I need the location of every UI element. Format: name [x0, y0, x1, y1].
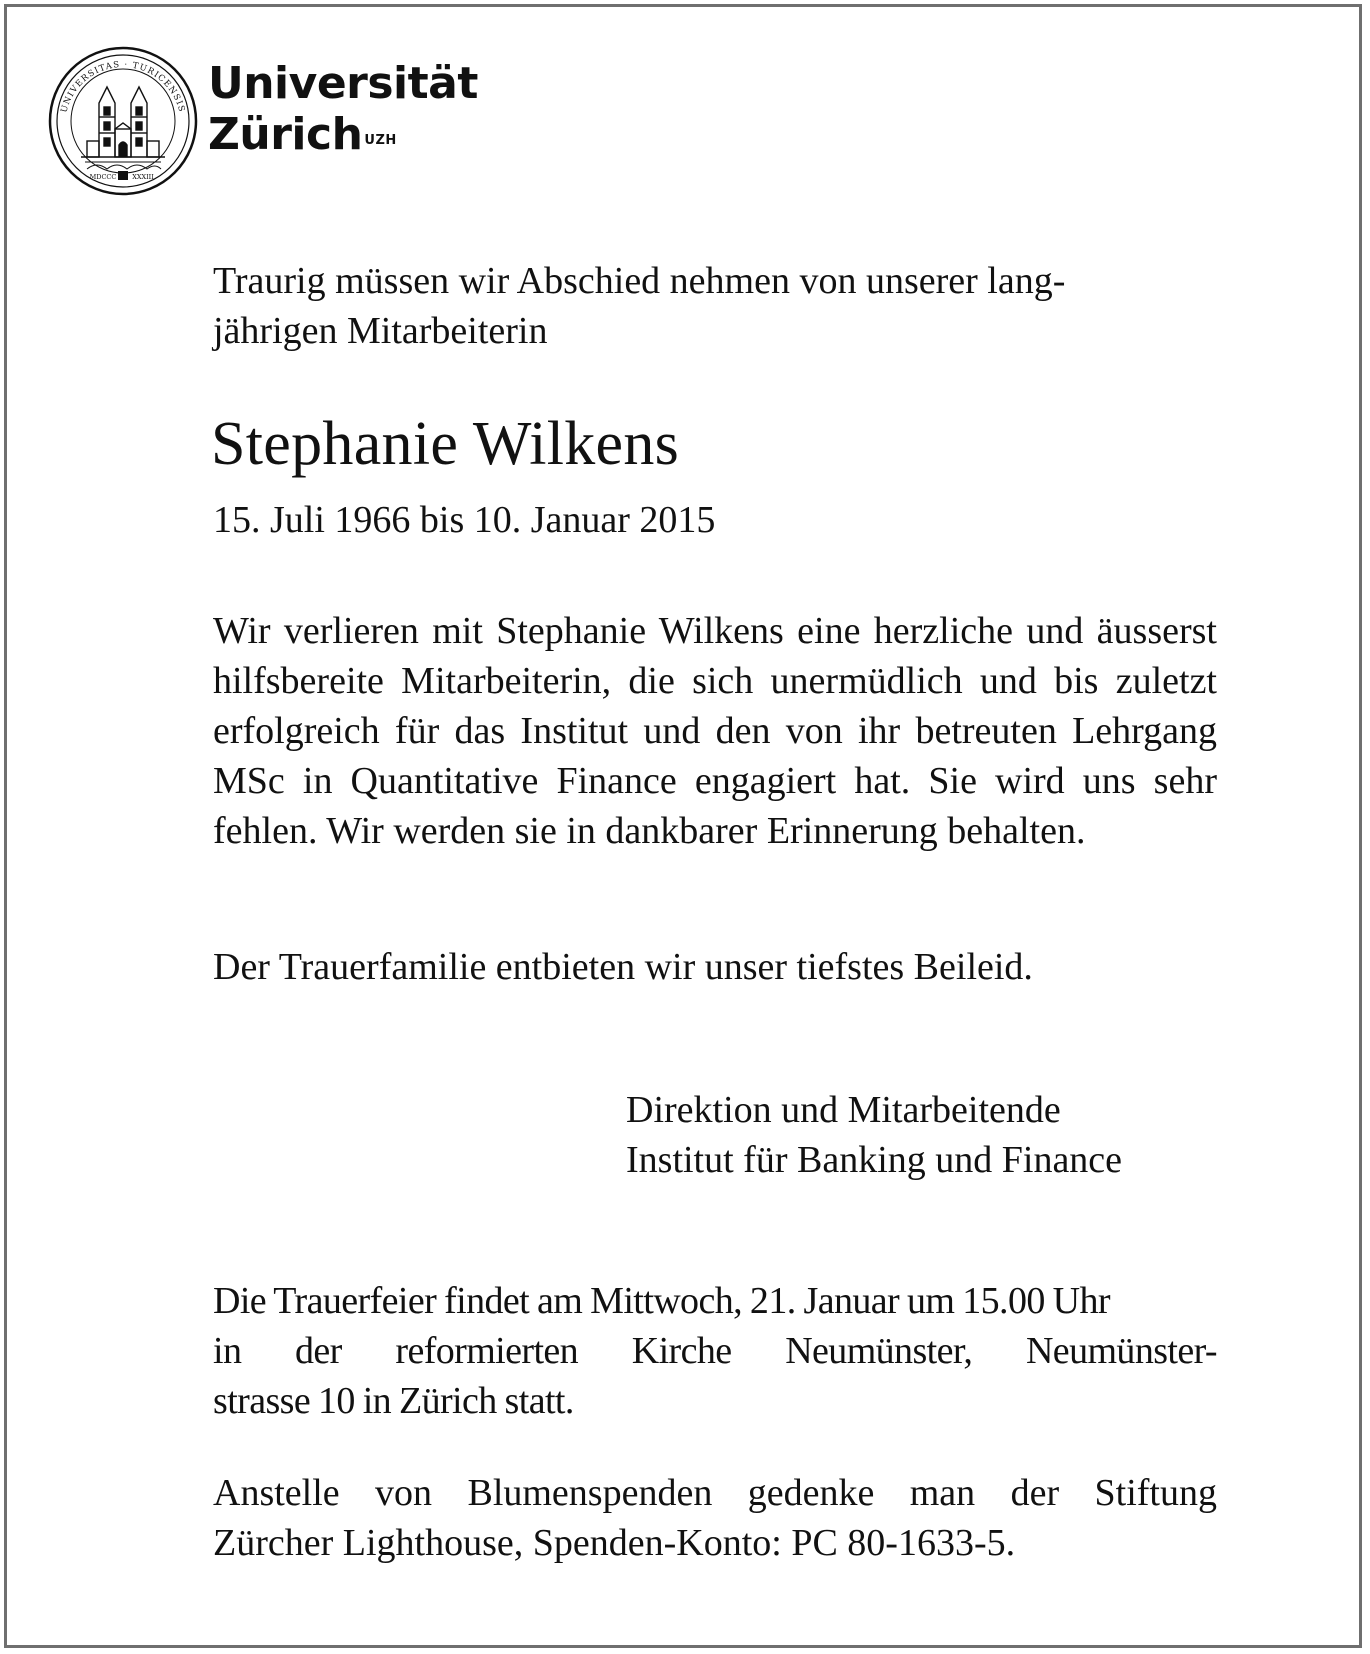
signature-line-2: Institut für Banking und Finance	[626, 1139, 1123, 1181]
university-seal-logo	[47, 45, 199, 197]
tribute-paragraph	[213, 606, 1217, 856]
life-dates: 15. Juli 1966 bis 10. Januar 2015	[213, 499, 716, 541]
signature-line-1: Direktion und Mitarbeitende	[626, 1089, 1061, 1131]
ceremony-paragraph	[213, 1276, 1217, 1426]
wordmark-line-1: Universität	[208, 58, 478, 109]
tribute-text: Wir verlieren mit Stephanie Wilkens eine herzliche und äusserst hilfsbereite Mitarbeiterin, die sich unermüdlich und bis zuletzt erfolgreich für das Institut und den von ihr betreuten Lehrgang MSc in Quantitative Finance engagiert hat. Sie wird uns sehr fehlen. Wir werden sie in dankbarer Erinnerung behalten.	[213, 610, 1217, 852]
wordmark-line-2	[208, 110, 478, 160]
university-wordmark	[208, 58, 478, 160]
donation-line-2: Zürcher Lighthouse, Spenden-Konto: PC 80-1633-5.	[213, 1522, 1016, 1564]
seal-year-right: XXXIII	[132, 173, 154, 181]
deceased-name: Stephanie Wilkens	[211, 410, 680, 478]
ceremony-line-1: Die Trauerfeier findet am Mittwoch, 21. Januar um 15.00 Uhr	[213, 1280, 1110, 1322]
ceremony-line-3: strasse 10 in Zürich statt.	[213, 1380, 574, 1422]
wordmark-city: Zürich	[208, 109, 363, 160]
condolence-paragraph	[213, 942, 1217, 992]
wordmark-superscript: UZH	[364, 133, 397, 148]
svg-text:UNIVERSITAS · TURICENSIS	[59, 60, 186, 114]
intro-paragraph	[213, 256, 1217, 356]
seal-year-left: MDCCC	[89, 173, 117, 181]
intro-line-1: Traurig müssen wir Abschied nehmen von unserer lang-	[213, 260, 1066, 302]
signature-block	[626, 1085, 1266, 1185]
seal-inscription: UNIVERSITAS · TURICENSIS	[59, 59, 187, 114]
donation-paragraph	[213, 1468, 1217, 1568]
condolence-text: Der Trauerfamilie entbieten wir unser tiefstes Beileid.	[213, 946, 1033, 988]
ceremony-line-2: in der reformierten Kirche Neumünster, Neumünster-	[213, 1330, 1217, 1372]
donation-line-1: Anstelle von Blumenspenden gedenke man der Stiftung	[213, 1472, 1217, 1514]
intro-line-2: jährigen Mitarbeiterin	[213, 310, 548, 352]
